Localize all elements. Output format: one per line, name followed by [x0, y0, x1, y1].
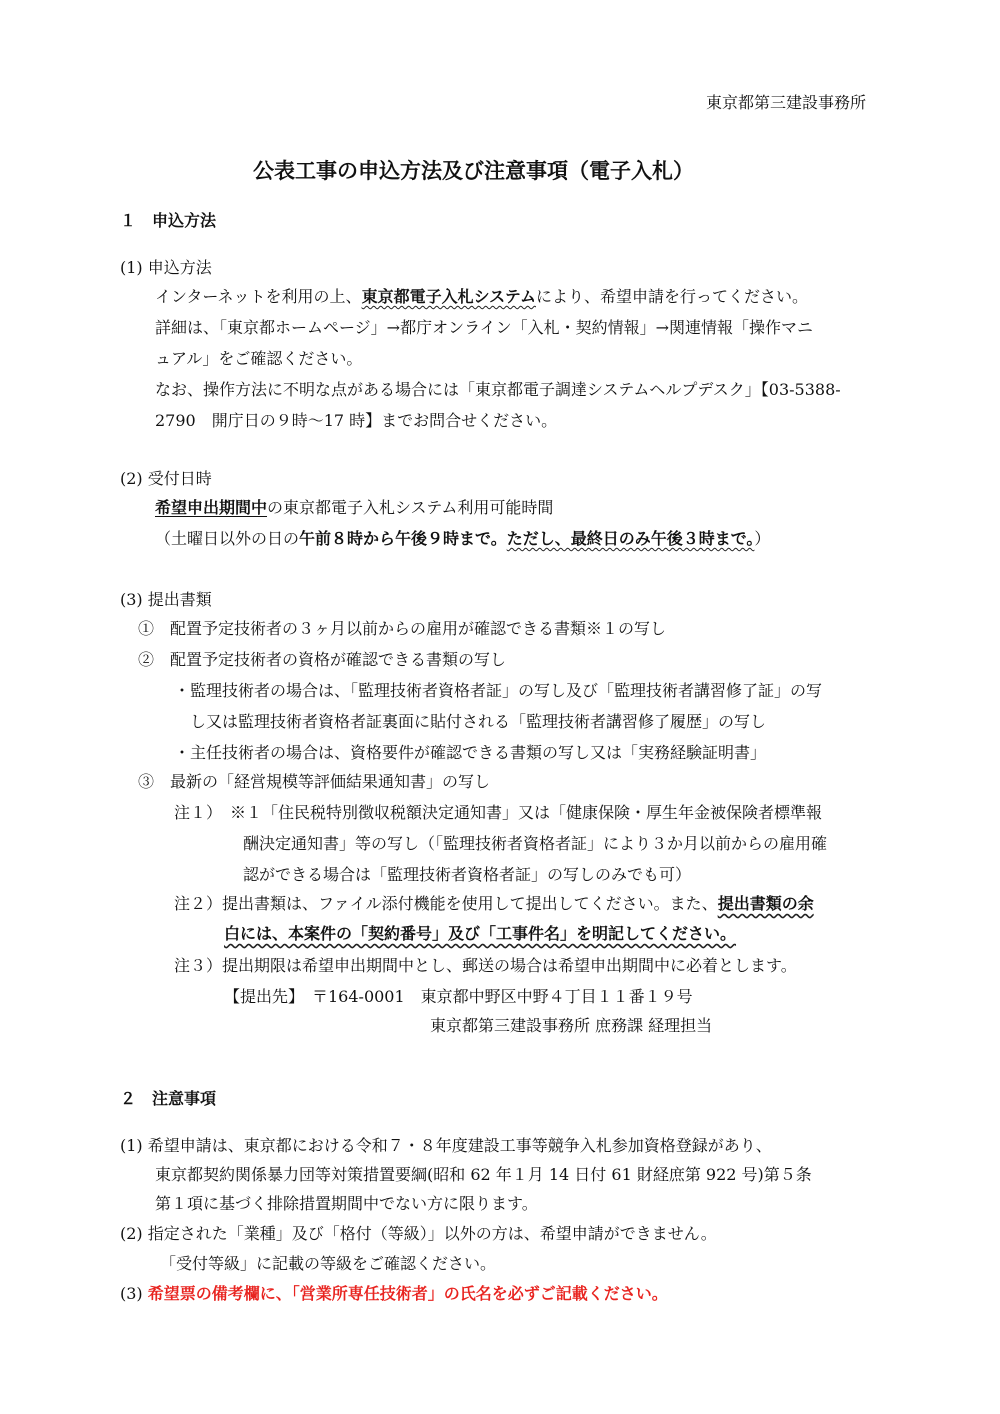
caution-1-line1: (1) 希望申請は、東京都における令和７・８年度建設工事等競争入札参加資格登録があり、: [120, 1136, 772, 1155]
item-1-3-label: (3) 提出書類: [120, 590, 212, 609]
caution-1-line2: 東京都契約関係暴力団等対策措置要綱(昭和 62 年１月 14 日付 61 財経庶第 922 号)第５条: [155, 1165, 812, 1184]
caution-3-text: 希望票の備考欄に、「営業所専任技術者」の氏名を必ずご記載ください。: [147, 1284, 668, 1303]
caution-3: [120, 1283, 668, 1305]
item-1-1-line3: ュアル」をご確認ください。: [155, 349, 363, 368]
office-name: 東京都第三建設事務所: [706, 93, 867, 112]
doc-item-3: ③ 最新の「経営規模等評価結果通知書」の写し: [138, 772, 491, 791]
item-1-2-line1: 希望申出期間中の東京都電子入札システム利用可能時間: [155, 498, 554, 517]
caution-1-line3: 第１項に基づく排除措置期間中でない方に限ります。: [155, 1194, 538, 1213]
doc-item-2a-line1: ・監理技術者の場合は、「監理技術者資格者証」の写し及び「監理技術者講習修了証」の写: [174, 681, 823, 700]
note-1-line2: 酬決定通知書」等の写し（「監理技術者資格者証」により３か月以前からの雇用確: [243, 834, 828, 853]
note-1-line1: 注１） ※１「住民税特別徴収税額決定通知書」又は「健康保険・厚生年金被保険者標準報: [174, 803, 823, 822]
section-1-heading: １ 申込方法: [120, 211, 217, 230]
item-1-1-line2: 詳細は、「東京都ホームページ」→都庁オンライン「入札・契約情報」→関連情報「操作マニ: [155, 318, 814, 337]
doc-item-2: ② 配置予定技術者の資格が確認できる書類の写し: [138, 650, 507, 669]
item-1-2-line2: （土曜日以外の日の午前８時から午後９時まで。ただし、最終日のみ午後３時まで。）: [155, 529, 771, 548]
note-2-line2: 白には、本案件の「契約番号」及び「工事件名」を明記してください。: [224, 924, 737, 943]
doc-item-2a-line2: し又は監理技術者資格者証裏面に貼付される「監理技術者講習修了履歴」の写し: [190, 712, 767, 731]
item-1-1-label: (1) 申込方法: [120, 258, 212, 277]
item-1-1-line1: インターネットを利用の上、東京都電子入札システムにより、希望申請を行ってください。: [155, 287, 808, 306]
item-1-2-label: (2) 受付日時: [120, 469, 212, 488]
caution-2-line2: 「受付等級」に記載の等級をご確認ください。: [160, 1254, 497, 1273]
system-name: 東京都電子入札システム: [361, 287, 536, 306]
item-1-1-line5: 2790 開庁日の９時～17 時】までお問合せください。: [155, 411, 558, 430]
caution-2-line1: (2) 指定された「業種」及び「格付（等級）」以外の方は、希望申請ができません。: [120, 1224, 717, 1243]
submission-department: 東京都第三建設事務所 庶務課 経理担当: [430, 1016, 713, 1035]
page-title: 公表工事の申込方法及び注意事項（電子入札）: [253, 158, 694, 183]
note-3: 注３）提出期限は希望申出期間中とし、郵送の場合は希望申出期間中に必着とします。: [174, 956, 797, 975]
caution-3-label: (3): [120, 1284, 143, 1303]
item-1-1-line4: なお、操作方法に不明な点がある場合には「東京都電子調達システムヘルプデスク」【03-5388-: [155, 380, 841, 399]
note-2-line1: 注２）提出書類は、ファイル添付機能を使用して提出してください。また、提出書類の余: [174, 894, 814, 913]
section-2-heading: ２ 注意事項: [120, 1089, 217, 1108]
doc-item-2b: ・主任技術者の場合は、資格要件が確認できる書類の写し又は「実務経験証明書」: [174, 743, 767, 762]
note-1-line3: 認ができる場合は「監理技術者資格者証」の写しのみでも可）: [243, 865, 692, 884]
doc-item-1: ① 配置予定技術者の３ヶ月以前からの雇用が確認できる書類※１の写し: [138, 619, 667, 638]
submission-address: 【提出先】 〒164-0001 東京都中野区中野４丁目１１番１９号: [224, 987, 693, 1006]
